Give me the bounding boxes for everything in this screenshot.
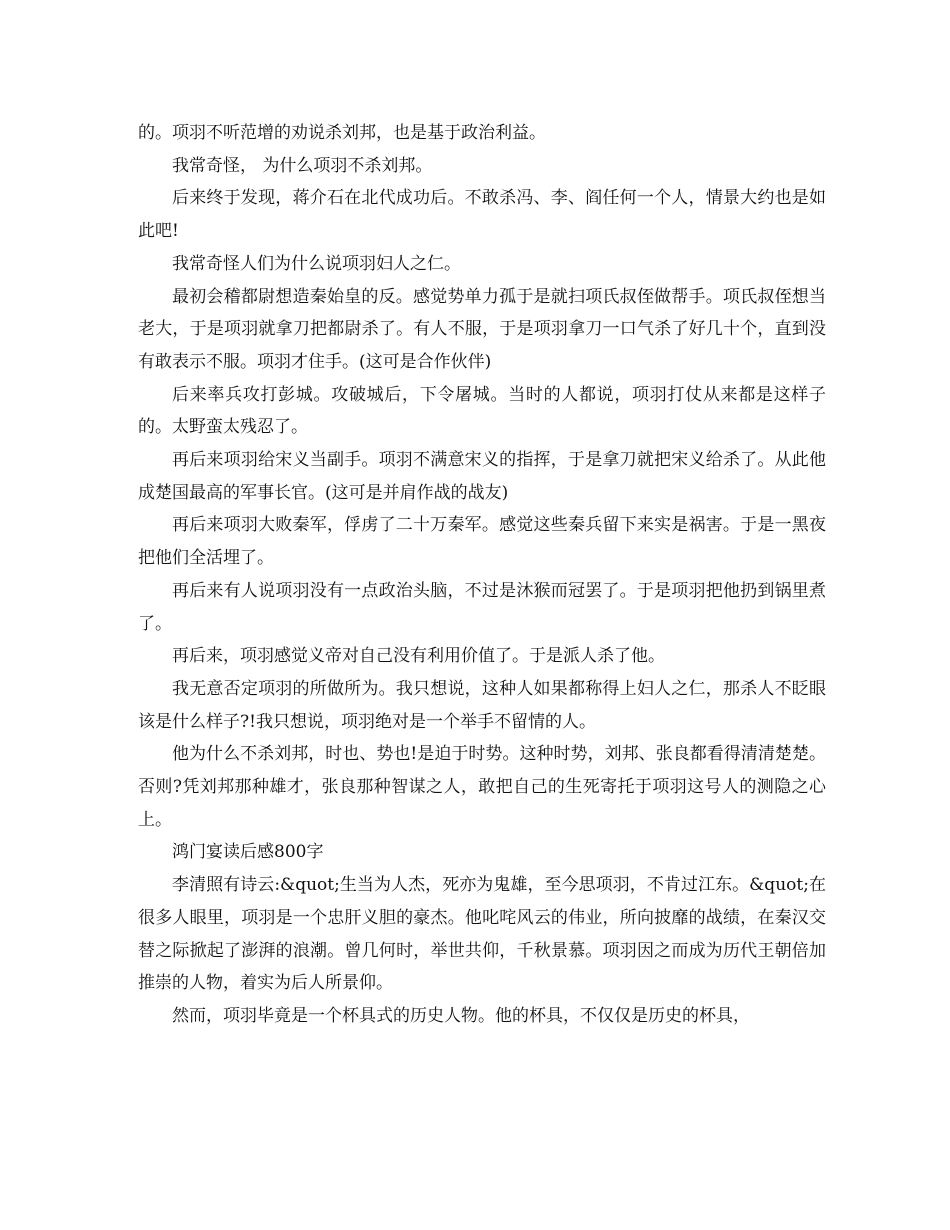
paragraph: 的。项羽不听范增的劝说杀刘邦，也是基于政治利益。: [138, 123, 546, 143]
paragraph: 最初会稽都尉想造秦始皇的反。感觉势单力孤于是就扫项氏叔侄做帮手。项氏叔侄想当老大，于是项羽就拿刀把都尉杀了。有人不服，于是项羽拿刀一口气杀了好几十个，直到没有敢表示不服。项羽才住手。(这可是合作伙伴): [138, 286, 826, 372]
paragraph: 再后来有人说项羽没有一点政治头脑，不过是沐猴而冠罢了。于是项羽把他扔到锅里煮了。: [138, 580, 826, 634]
paragraph: 我常奇怪人们为什么说项羽妇人之仁。: [172, 253, 461, 274]
paragraph: 再后来项羽大败秦军，俘虏了二十万秦军。感觉这些秦兵留下来实是祸害。于是一黑夜把他们全活埋了。: [138, 515, 826, 569]
section-heading: 鸿门宴读后感800字: [172, 842, 324, 863]
paragraph: 然而，项羽毕竟是一个杯具式的历史人物。他的杯具，不仅仅是历史的杯具，: [172, 1005, 750, 1026]
paragraph: 他为什么不杀刘邦，时也、势也!是迫于时势。这种时势，刘邦、张良都看得清清楚楚。否则?凭刘邦那种雄才，张良那种智谋之人，敢把自己的生死寄托于项羽这号人的测隐之心上。: [138, 744, 826, 830]
paragraph: 再后来，项羽感觉义帝对自己没有利用价值了。于是派人杀了他。: [172, 646, 665, 667]
paragraph: 后来终于发现，蒋介石在北代成功后。不敢杀冯、李、阎任何一个人，情景大约也是如此吧!: [138, 188, 826, 242]
document-body: [138, 117, 826, 1033]
paragraph: 我常奇怪， 为什么项羽不杀刘邦。: [172, 155, 433, 176]
paragraph: 再后来项羽给宋义当副手。项羽不满意宋义的指挥，于是拿刀就把宋义给杀了。从此他成楚国最高的军事长官。(这可是并肩作战的战友): [138, 450, 826, 503]
paragraph: 李清照有诗云:&quot;生当为人杰，死亦为鬼雄，至今思项羽，不肯过江东。&quot;在很多人眼里，项羽是一个忠肝义胆的豪杰。他叱咤风云的伟业，所向披靡的战绩，在秦汉交替之际掀起了澎湃的浪潮。曾几何时，举世共仰，千秋景慕。项羽因之而成为历代王朝倍加推崇的人物，着实为后人所景仰。: [138, 875, 826, 994]
paragraph: 后来率兵攻打彭城。攻破城后，下令屠城。当时的人都说，项羽打仗从来都是这样子的。太野蛮太残忍了。: [138, 384, 826, 438]
paragraph: 我无意否定项羽的所做所为。我只想说，这种人如果都称得上妇人之仁，那杀人不眨眼该是什么样子?!我只想说，项羽绝对是一个举手不留情的人。: [138, 678, 826, 732]
